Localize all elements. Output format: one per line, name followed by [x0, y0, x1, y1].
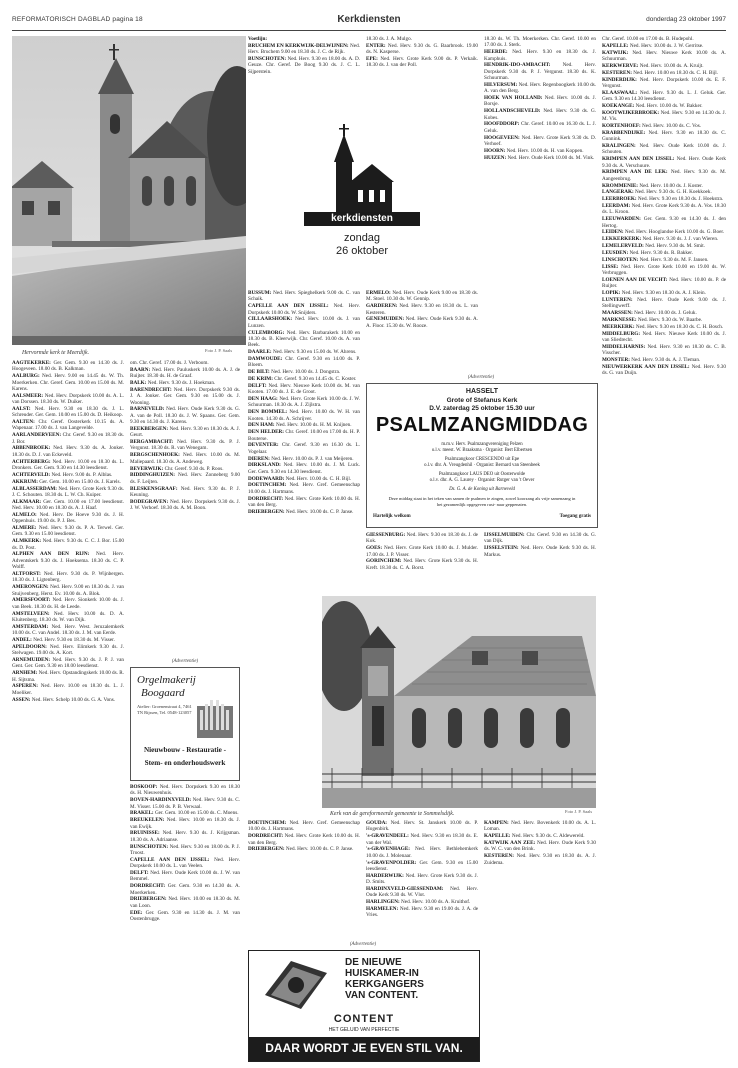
listing-entry: DODEWAARD: Ned. Herv. 10.00 ds. C. H. Bijl. [248, 475, 352, 482]
listing-entry: LINSCHOTEN: Ned. Herv. 9.30 ds. M. F. Jansen. [602, 256, 709, 263]
listing-entry: EPE: Ned. Herv. Grote Kerk 9.00 ds. P. Verkaik. 18.30 ds. J. van der Poll. [366, 56, 478, 69]
listing-entry: HOORN: Ned. Herv. 10.00 ds. H. van Koppen. [484, 147, 584, 154]
listing-entry: DORDRECHT: Ger. Gem. 9.30 en 14.30 ds. A. Moerkerken. [130, 883, 240, 896]
psalm-line11: Deze middag staat in het teken van samen de psalmen te zingen, zowel koorzang als vrije samenzang in het gezamenlijk opgegeven rust- naar geppenaten. [388, 496, 576, 507]
listing-entry: EDE: Ger. Gem. 9.30 en 14.30 ds. J. M. van Oostenbrugge. [130, 909, 240, 922]
photo1-caption: Hervormde kerk te Meerdijk. [22, 350, 90, 356]
logo-date-line1: zondag [343, 232, 381, 244]
listing-entry: KAPELLE: Ned. Herv. 9.30 ds. C. Aldewereld. [484, 833, 585, 840]
listing-entry: KLAASWAAL: Ned. Herv. 9.30 ds. L. J. Geluk. Ger. Gem. 9.30 en 14.30 leesdienst. [602, 89, 726, 103]
listing-entry: CULEMBORG: Ned. Herv. Barbarakerk 10.00 en 18.30 ds. B. Kleerwijk. Chr. Geref. 10.00 ds. A. van Beek. [248, 329, 360, 349]
listing-entry: DAARLE: Ned. Herv. 9.30 en 15.00 ds. W. Ahrens. [248, 349, 357, 356]
column-2 [130, 360, 240, 655]
listing-entry: BREUKELEN: Ned. Herv. 10.00 en 18.30 ds. J. van Ewijk. [130, 817, 240, 830]
listing-entry: ASPEREN: Ned. Herv. 10.00 en 18.30 ds. L. J. Moeliker. [12, 683, 124, 696]
listing-entry: HARDERWIJK: Ned. Herv. Grote Kerk 9.30 ds. J. D. Smits. [366, 872, 478, 886]
column-6 [602, 36, 726, 1060]
listing-entry: APELDOORN: Ned. Herv. Elimkerk 9.30 ds. J. Stelwagen. 19.00 ds. A. Kort. [12, 643, 124, 657]
listing-entry: ENTER: Ned. Herv. 9.30 ds. G. Baarbrook. 19.00 ds. N. Kasperse. [366, 42, 478, 56]
listing-entry: BARENDRECHT: Ned. Herv. Dorpskerk 9.30 ds. J. A. Jonker. Ger. Gem. 9.30 en 15.00 ds. J. Wooning. [130, 386, 240, 406]
listing-entry: HOEK VAN HOLLAND: Ned. Herv. 10.00 ds. J. Borsje. [484, 95, 596, 108]
column-3 [248, 36, 360, 116]
listing-entry: DRIEBERGEN: Ned. Herv. 10.00 en 18.30 ds. M. van Loon. [130, 896, 240, 909]
listing-entry: DAMWOUDE: Chr. Geref. 9.30 en 14.00 ds. P. Bloem. [248, 355, 360, 369]
listing-entry: DOETINCHEM: Ned. Herv. Gref. Gemeenschap 10.00 ds. J. Hartmans. [248, 820, 360, 833]
header-date: donderdag 23 oktober 1997 [646, 16, 726, 23]
psalm-line8: Psalmzangkoor LAUS DEO uit Oosterwolde [438, 472, 526, 477]
listing-entry: BUSSUM: Ned. Herv. Spieghelkerk 9.00 ds. C. van Schaik. [248, 290, 360, 303]
content-headline1: DE NIEUWE [345, 957, 402, 968]
listing-entry: om. Chr. Geref. 17.00 ds. J. Verboom. [130, 360, 209, 366]
column-5 [484, 36, 596, 372]
listing-entry: KRIMPEN AAN DE LEK: Ned. Herv. 9.30 ds. M. Aangeenbrug. [602, 169, 726, 182]
listing-entry: KAMPEN: Ned. Herv. Bovenkerk 10.00 ds. A. L. Loman. [484, 820, 596, 833]
photo1-credit: Foto J. P. Saals [205, 348, 233, 353]
psalm-line4: m.m.v. Herv. Psalmzangvereniging Pelzen [441, 442, 523, 447]
listing-entry: DELFT: Ned. Herv. Nieuwe Kerk 10.00 ds. M. van Kooten. 17.00 ds. J. E. de Groot. [248, 382, 360, 396]
column-4-mid [366, 532, 478, 592]
listing-entry: BRUINISSE: Ned. Herv. 9.30 ds. J. Krijgsman. 18.30 ds. A. Adriaanse. [130, 830, 240, 843]
listing-entry: BUNSCHOTEN: Ned. Herv. 9.30 en 18.00 ds. A. D. Geuze. Chr. Geref. De Boog 9.30 ds. J. C. L. Sijperstein. [248, 56, 360, 75]
psalm-line7: o.l.v. dhr. A. Vreugdenhil · Organist: Bernard van Steenbeek [424, 463, 540, 468]
logo-word: kerkdiensten [331, 213, 393, 224]
listing-entry: HARLINGEN: Ned. Herv. 10.00 ds. A. Kruithof. [366, 899, 471, 906]
listing-entry: IJSSELMUIDEN: Chr. Geref. 9.30 en 14.30 ds. G. van Dijk. [484, 532, 596, 545]
church-photo-image [12, 36, 246, 345]
psalm-footer-right: Toegang gratis [559, 514, 591, 519]
listing-entry: HOOGEVEEN: Ned. Herv. Grote Kerk 9.30 ds. D. Verhoef. [484, 134, 596, 147]
content-slogan: HET GELUID VAN PERFECTIE [328, 1027, 400, 1033]
listing-entry: BAARN: Ned. Herv. Pauluskerk 10.00 ds. A. J. de Ruijter. 18.30 ds. H. de Graaf. [130, 366, 240, 380]
listing-entry: ACHTERBERG: Ned. Herv. 10.00 en 18.30 ds. L. Dronkers. Ger. Gem. 9.30 en 14.30 leesdienst. [12, 458, 124, 471]
listing-entry: KATWIJK: Ned. Herv. Nieuwe Kerk 10.00 ds. A. Schuurman. [602, 49, 726, 63]
listing-entry: BALK: Ned. Herv. 9.30 ds. J. Hoekman. [130, 380, 216, 387]
psalm-line10: Ds. G. A. de Koning uit Barneveld [449, 487, 515, 492]
church-photo2-image [322, 596, 596, 808]
listing-entry: AMERSFOORT: Ned. Herv. Sionkerk 10.00 ds. J. van Beek. 18.30 ds. H. de Leede. [12, 597, 124, 610]
listing-entry: AAGTEKERKE: Ger. Gem. 9.30 en 14.30 ds. J. Hoogeveen. 18.00 ds. B. Kalkman. [12, 360, 124, 373]
listing-entry: GORINCHEM: Ned. Herv. Grote Kerk 9.30 ds. H. Kreft. 18.30 ds. C. A. Borst. [366, 558, 478, 571]
listing-entry: HENDRIK-IDO-AMBACHT: Ned. Herv. Dorpskerk 9.30 ds. P. J. Vergunst. 18.30 ds. K. Schuurman. [484, 62, 596, 82]
listing-entry: GENEMUIDEN: Ned. Herv. Oude Kerk 9.30 ds. A. A. Floor. 15.30 ds. W. Rooze. [366, 316, 478, 329]
ad-orgel-address: Atelier: Groenenstraat 4, 7461 TN Rijssen, Tel. 0548-123057 [137, 704, 192, 715]
listing-entry: BEVERWIJK: Chr. Geref. 9.30 ds. P. Roos. [130, 465, 224, 472]
ad-content [248, 950, 480, 1062]
listing-entry: BIDDINGHUIZEN: Ned. Herv. Zonneberg 9.00 ds. F. Leijten. [130, 472, 240, 485]
listing-entry: LUNTEREN: Ned. Herv. Oude Kerk 9.00 ds. J. Stellingwerff. [602, 296, 726, 310]
listing-entry: MAARSSEN: Ned. Herv. 10.00 ds. J. Geluk. [602, 310, 697, 317]
listing-entry: DOETINCHEM: Ned. Herv. Gref. Gemeenschap 10.00 ds. J. Hartmans. [248, 482, 360, 495]
listing-entry: BRUCHEM EN KERKWIJK-DELWIJNEN: Ned. Herv. Bruchem 9.00 en 18.30 ds. J. C. de Rijk. [248, 42, 360, 56]
listing-entry: 18.30 ds. J. A. Mulgo. [366, 36, 412, 42]
listing-entry: BODEGRAVEN: Ned. Herv. Dorpskerk 9.30 ds. J. J. W. Verhoef. 18.30 ds. A. M. Boon. [130, 498, 240, 512]
listing-entry: BEEKBERGEN: Ned. Herv. 9.30 en 18.30 ds. A. J. Geurt. [130, 425, 240, 439]
listing-entry: 's-GRAVENHAGE: Ned. Herv. Bethlehemkerk 10.00 ds. J. Molenaar. [366, 846, 478, 859]
listing-entry: MONSTER: Ned. Herv. 9.30 ds. A. J. Tieman. [602, 357, 701, 363]
listing-entry: DEN HAAG: Ned. Herv. Grote Kerk 10.00 ds. J. W. Schuurman. 18.30 ds. A. J. Zijlstra. [248, 396, 360, 409]
listing-entry: KINDERDIJK: Ned. Herv. Dorpskerk 10.00 ds. E. F. Vergunst. [602, 76, 726, 89]
listing-entry: ALMERE: Ned. Herv. 9.30 ds. P. A. Terwel. Ger. Gem. 9.30 en 15.00 leesdienst. [12, 525, 124, 538]
listing-entry: GOUDA: Ned. Herv. St. Janskerk 10.00 ds. P. Hogenbirk. [366, 820, 478, 833]
column-2-continued [130, 784, 240, 1060]
listing-entry: HEERDE: Ned. Herv. 9.30 en 18.30 ds. J. Kamphuis. [484, 49, 596, 62]
header-publication: REFORMATORISCH DAGBLAD pagina 18 [12, 16, 143, 23]
listing-entry: ACHTERVELD: Ned. Herv. 9.00 ds. P. Alblas. [12, 471, 113, 478]
listing-entry: DE KRIM: Chr. Geref. 9.30 en 14.45 ds. C. Koster. [248, 375, 357, 382]
listing-entry: AMSTELVEEN: Ned. Herv. 10.00 ds. D. A. Kluitenberg. 18.30 ds. W. van Dijk. [12, 610, 124, 623]
photo2-caption: Kerk van de gereformeerde gemeente te Sommelsdijk. [330, 811, 455, 817]
listing-entry: GIESSENBURG: Ned. Herv. 9.30 en 18.30 ds. J. de Kok. [366, 532, 478, 545]
listing-entry: KERKWERVE: Ned. Herv. 10.00 ds. A. Kruijt. [602, 62, 704, 69]
listing-entry: LOPIK: Ned. Herv. 9.30 en 18.30 ds. A. J. Klein. [602, 290, 706, 297]
listing-entry: KROMMENIE: Ned. Herv. 10.00 ds. J. Koster. [602, 182, 703, 189]
column-5-mid [484, 532, 596, 592]
column-5-bottom [484, 820, 596, 1060]
listing-entry: GOES: Ned. Herv. Grote Kerk 10.00 ds. J. Mulder. 17.00 ds. J. P. Visser. [366, 545, 478, 558]
listing-entry: BLESKENSGRAAF: Ned. Herv. 9.30 ds. P. J. Keuning. [130, 485, 240, 498]
psalm-line1: HASSELT [465, 388, 499, 395]
ad-orgel-line1: Nieuwbouw - Restauratie - [143, 746, 227, 754]
listing-entry: HOLLANDSCHEVELD: Ned. Herv. 9.30 ds. G. Kobes. [484, 108, 596, 121]
listing-entry: AALST: Ned. Herv. 9.30 en 18.30 ds. J. L. Schreuder. Ger. Gem. 10.00 en 15.00 ds. D. Heikoop. [12, 405, 124, 419]
psalm-line6: Psalmzangkoor CRESCENDO uit Epe [444, 457, 520, 462]
listing-entry: KRABBENDIJKE: Ned. Herv. 9.30 en 18.30 ds. C. Gunnink. [602, 129, 726, 143]
listing-entry: DORDRECHT: Ned. Herv. Grote Kerk 10.00 ds. H. van den Berg. [248, 833, 360, 846]
listing-entry: HUIZEN: Ned. Herv. Oude Kerk 10.00 ds. M. Vink. [484, 154, 595, 161]
listing-entry: LEERBROEK: Ned. Herv. 9.30 en 18.30 ds. J. Hoekstra. [602, 196, 724, 203]
listing-entry: KRIMPEN AAN DEN IJSSEL: Ned. Herv. Oude Kerk 9.30 ds. A. Verschuure. [602, 156, 726, 169]
content-headline4: VAN CONTENT. [345, 990, 419, 1001]
listing-entry: ALBLASSERDAM: Ned. Herv. Grote Kerk 9.30 ds. J. C. Schouten. 18.30 ds. L. W. Ch. Kuiper. [12, 485, 124, 498]
listing-entry: DE BILT: Ned. Herv. 10.00 ds. J. Dongstra. [248, 369, 341, 376]
listing-entry: IJSSELSTEIN: Ned. Herv. Oude Kerk 9.30 ds. H. Markus. [484, 545, 596, 558]
page-header [12, 14, 726, 28]
listing-entry: AKKRUM: Ger. Gem. 10.00 en 15.00 ds. J. Karels. [12, 478, 121, 485]
listing-entry: AARLANDERVEEN: Chr. Geref. 9.30 en 18.30 ds. J. Bor. [12, 432, 124, 445]
psalm-title: PSALMZANGMIDDAG [375, 414, 589, 436]
listing-entry: DEN HAM: Ned. Herv. 10.00 ds. H. M. Knijnen. [248, 422, 352, 429]
listing-entry: AALSMEER: Ned. Herv. Dorpskerk 10.00 ds. A. L. van Dorssen. 18.30 ds. W. Duiker. [12, 392, 124, 406]
listing-entry: 's-GRAVENPOLDER: Ger. Gem. 9.30 en 15.00 leesdienst. [366, 859, 478, 872]
listing-entry: ALMKERK: Ned. Herv. 9.30 ds. C. C. J. Bor. 15.00 ds. D. Post. [12, 538, 124, 551]
photo2-credit: Foto J. P. Saals [565, 809, 593, 814]
header-section: Kerkdiensten [337, 14, 401, 25]
listing-entry: ALKMAAR: Ger. Gem. 10.00 en 17.00 leesdienst. Ned. Herv. 10.00 en 18.30 ds. A. J. Haaf. [12, 498, 124, 512]
listing-entry: NIEUWERKERK AAN DEN IJSSEL: Ned. Herv. 9.30 ds. G. van Duijn. [602, 363, 726, 377]
listing-entry: BUNSCHOTEN: Ned. Herv. 9.30 en 18.00 ds. P. J. Troost. [130, 843, 240, 856]
listing-entry: ERMELO: Ned. Herv. Oude Kerk 9.00 en 18.30 ds. M. Stoel. 10.30 ds. W. Gennip. [366, 290, 478, 303]
listing-entry: HARDINXVELD-GIESSENDAM: Ned. Herv. Oude Kerk 9.30 ds. W. Vlot. [366, 885, 478, 899]
ad-psalmzangmiddag [366, 383, 598, 528]
psalm-footer-left: Hartelijk welkom [373, 514, 411, 519]
listing-entry: AALTEN: Chr. Geref. Oosterkerk 10.15 ds. A. Wapenaar. 17.00 ds. J. van Langevelde. [12, 419, 124, 432]
listing-entry: MARKNESSE: Ned. Herv. 9.30 ds. W. Baarbe. [602, 316, 703, 323]
column-4 [366, 36, 478, 116]
ad-orgel-label: (Advertentie) [171, 659, 199, 664]
listing-entry: AMSTERDAM: Ned. Herv. West. Jeruzalemkerk 10.00 ds. C. van Andel. 18.30 ds. J. M. van Eerde. [12, 623, 124, 637]
listing-entry: ANDEL: Ned. Herv. 9.30 en 18.30 ds. M. Visser. [12, 636, 115, 643]
listing-entry: ABBENBROEK: Ned. Herv. 9.30 ds. A. Jonker. 18.30 ds. D. J. van Eckeveld. [12, 445, 124, 458]
listing-entry: DEN HELDER: Chr. Geref. 10.00 en 17.00 ds. H. P. Bouterse. [248, 429, 360, 442]
listing-entry: KRALINGEN: Ned. Herv. Oude Kerk 10.00 ds. J. Schouten. [602, 143, 726, 156]
logo-date-line2: 26 oktober [336, 245, 388, 257]
ad-orgel-title1: Orgelmakerij [137, 674, 196, 686]
listing-entry: BARNEVELD: Ned. Herv. Oude Kerk 9.30 ds. G. A. van de Poll. 18.30 ds. J. W. Spaans. Ger. Gem. 9.30 en 14.30 ds. J. Karens. [130, 406, 240, 426]
content-headline2: HUISKAMER-IN [345, 968, 419, 979]
content-brand: CONTENT [333, 1013, 395, 1025]
listing-entry: DEVENTER: Chr. Geref. 9.30 en 16.30 ds. L. Vogelaar. [248, 442, 360, 455]
listing-entry: ARNEMUIDEN: Ned. Herv. 9.30 ds. J. P. J. van Gent. Ger. Gem. 9.30 en 18.00 leesdienst. [12, 656, 124, 670]
listing-entry: AALBURG: Ned. Herv. 9.00 en 14.45 ds. W. Th. Moerkerken. Chr. Geref. Gem. 10.00 en 15.00 ds. M. Karens. [12, 373, 124, 392]
speaker-icon [261, 955, 331, 1015]
organ-icon [195, 698, 235, 738]
listing-entry: DELFT: Ned. Herv. Oude Kerk 10.00 ds. J. W. van Bemmel. [130, 869, 240, 883]
column-4-lower [366, 290, 478, 370]
listing-entry: CAPELLE AAN DEN IJSSEL: Ned. Herv. Dorpskerk 10.00 ds. W. Snijders. [248, 303, 360, 316]
listing-entry: MEERKERK: Ned. Herv. 9.30 en 18.30 ds. C. H. Bosch. [602, 323, 724, 330]
listing-entry: LEERDAM: Ned. Herv. Grote Kerk 9.30 ds. A. Vos. 18.30 ds. L. Kroon. [602, 203, 726, 216]
listing-entry: KOEKANGE: Ned. Herv. 10.00 ds. W. Bakker. [602, 102, 703, 109]
listing-entry: GARDEREN: Ned. Herv. 9.30 en 18.30 ds. L. van Kesteren. [366, 303, 478, 316]
listing-entry: KATWIJK AAN ZEE: Ned. Herv. Oude Kerk 9.30 ds. W. C. van den Brink. [484, 840, 596, 853]
listing-entry: ALPHEN AAN DEN RIJN: Ned. Herv. Adventskerk 9.30 ds. J. Hoeksema. 18.30 ds. C. P. Wolff. [12, 551, 124, 571]
listing-entry: KESTEREN: Ned. Herv. 9.30 en 18.30 ds. A. J. Zuidema. [484, 853, 596, 866]
kerkdiensten-logo [298, 120, 426, 280]
listing-entry: CAPELLE AAN DEN IJSSEL: Ned. Herv. Dorpskerk 10.00 ds. L. van Veelen. [130, 856, 240, 870]
psalm-line3: D.V. zaterdag 25 oktober 15.30 uur [429, 405, 535, 412]
ad-psalm-label: (Advertentie) [467, 375, 495, 380]
listing-entry: DEN BOMMEL: Ned. Herv. 10.00 ds. W. H. van Kooten. 14.30 ds. A. Schrijver. [248, 409, 360, 422]
psalm-line5: o.l.v. meest. W. Braaksma · Organist: Bert Elbertsen [431, 448, 533, 453]
listing-entry: KORTENHOEF: Ned. Herv. 10.00 ds. C. Vos. [602, 122, 702, 129]
content-headline3: KERKGANGERS [345, 979, 424, 990]
listing-entry: BOSKOOP: Ned. Herv. Dorpskerk 9.30 en 18.30 ds. H. Nieuwenhuis. [130, 784, 240, 797]
listing-entry: LEUSDEN: Ned. Herv. 9.30 ds. R. Bakker. [602, 250, 694, 256]
listing-entry: LEEUWARDEN: Ger. Gem. 9.30 en 14.30 ds. J. den Hertog. [602, 216, 726, 229]
listing-entry: HILVERSUM: Ned. Herv. Regenboogkerk 10.00 ds. A. van den Berg. [484, 81, 596, 95]
listing-entry: BRAKEL: Ger. Gem. 10.00 en 15.00 ds. C. Moens. [130, 810, 239, 817]
listing-entry: ARNHEM: Ned. Herv. Opstandingskerk 10.00 ds. R. H. Sijtsma. [12, 670, 124, 683]
listing-entry: ALMELO: Ned. Herv. De Hoeve 9.30 ds. J. H. Oppenhuis. 19.00 ds. P. J. Bes. [12, 511, 124, 525]
listing-entry: DIEREN: Ned. Herv. 10.00 ds. P. J. van Meijeren. [248, 455, 354, 462]
listing-entry: MIDDELBURG: Ned. Herv. Nieuwe Kerk 10.00 ds. J. van Sliedrecht. [602, 330, 726, 343]
listing-entry: 's-GRAVENDEEL: Ned. Herv. 9.30 en 18.30 ds. E. van der Wal. [366, 833, 478, 846]
listing-entry: CILLAARSHOEK: Ned. Herv. 10.00 ds. J. van Lunzen. [248, 316, 360, 329]
listing-entry: LISSE: Ned. Herv. Grote Kerk 10.00 en 19.00 ds. W. Verbruggen. [602, 263, 726, 277]
header-rule [12, 30, 726, 31]
listing-entry: DRIEBERGEN: Ned. Herv. 10.00 ds. C. P. Janse. [248, 846, 354, 853]
psalm-line9: o.l.v. dhr. A. G. Laurey · Organist: Rutger van 't Oever [429, 478, 535, 483]
listing-entry: HARMELEN: Ned. Herv. 9.30 en 19.00 ds. J. A. de Vries. [366, 905, 478, 919]
listing-entry: KESTEREN: Ned. Herv. 10.00 en 18.30 ds. C. H. Bijl. [602, 69, 718, 76]
psalm-line2: Grote of Stefanus Kerk [446, 397, 518, 404]
ad-orgel-title2: Boogaard [141, 687, 185, 699]
listing-entry: BERGAMBACHT: Ned. Herv. 9.30 ds. P. J. Vergunst. 18.30 ds. R. van Wenegam. [130, 439, 240, 452]
listing-entry: MIDDELHARNIS: Ned. Herv. 9.30 en 18.30 ds. C. B. Visscher. [602, 343, 726, 357]
listing-entry: KAPELLE: Ned. Herv. 10.00 ds. J. W. Gerritse. [602, 42, 704, 49]
listing-entry: AMERONGEN: Ned. Herv. 9.00 en 18.30 ds. J. van Stuijvenberg. Herst. Ev. 10.00 ds. A. Blok. [12, 584, 124, 597]
listing-entry: BOVEN-HARDINXVELD: Ned. Herv. 9.30 ds. C. M. Visser. 15.00 ds. P. B. Verwaal. [130, 797, 240, 810]
listing-entry: Voetlijn: [248, 36, 268, 42]
ad-orgel-line2: Stem- en onderhoudswerk [144, 759, 226, 767]
listing-entry: LEIDEN: Ned. Herv. Hooglandse Kerk 10.00 ds. G. Boer. [602, 229, 725, 236]
column-1 [12, 360, 124, 1060]
column-3-bottom [248, 820, 360, 940]
content-bottom: DAAR WORDT JE EVEN STIL VAN. [265, 1041, 463, 1055]
listing-entry: DORDRECHT: Ned. Herv. Grote Kerk 10.00 ds. H. van den Berg. [248, 495, 360, 508]
listing-entry: DRIEBERGEN: Ned. Herv. 10.00 ds. C. P. Janse. [248, 508, 354, 515]
listing-entry: LEMELERVELD: Ned. Herv. 9.30 ds. M. Smit. [602, 243, 705, 250]
listing-entry: LOENEN AAN DE VECHT: Ned. Herv. 10.00 ds. P. de Ruijter. [602, 276, 726, 290]
listing-entry: Chr. Geref. 10.00 en 17.00 ds. B. Hudepohl. [602, 36, 694, 42]
listing-entry: BERGSCHENHOEK: Ned. Herv. 10.00 ds. M. Maliepaard. 18.30 ds. A. Andeweg. [130, 452, 240, 465]
church-photo-meerdijk [12, 36, 246, 345]
listing-entry: KOOTWIJKERBROEK: Ned. Herv. 9.30 en 14.30 ds. J. M. Vis. [602, 109, 726, 123]
listing-entry: LEKKERKERK: Ned. Herv. 9.30 ds. J. J. van Wieren. [602, 236, 719, 243]
listing-entry: ALTFORST: Ned. Herv. 9.30 ds. P. Wijnbergen. 18.30 ds. J. Ligtenberg. [12, 571, 124, 584]
column-4-bottom [366, 820, 478, 940]
listing-entry: ASSEN: Ned. Herv. Schelp 10.00 ds. G. A. Vons. [12, 696, 116, 703]
listing-entry: LANGERAK: Ned. Herv. 9.30 ds. G. H. Koekkoek. [602, 189, 712, 196]
church-photo-sommelsdijk [322, 596, 596, 808]
ad-orgelmakerij [130, 667, 240, 781]
ad-contant-label: (Advertentie) [349, 942, 377, 947]
listing-entry: DIRKSLAND: Ned. Herv. 10.00 ds. J. M. Luck. Ger. Gem. 9.30 en 14.30 leesdienst. [248, 462, 360, 475]
listing-entry: HOOFDDORP: Chr. Geref. 10.00 en 16.30 ds. L. J. Geluk. [484, 121, 596, 134]
listing-entry: 18.30 ds. W. Th. Moerkerken. Chr. Geref. 10.00 en 17.00 ds. J. Sterk. [484, 36, 596, 49]
